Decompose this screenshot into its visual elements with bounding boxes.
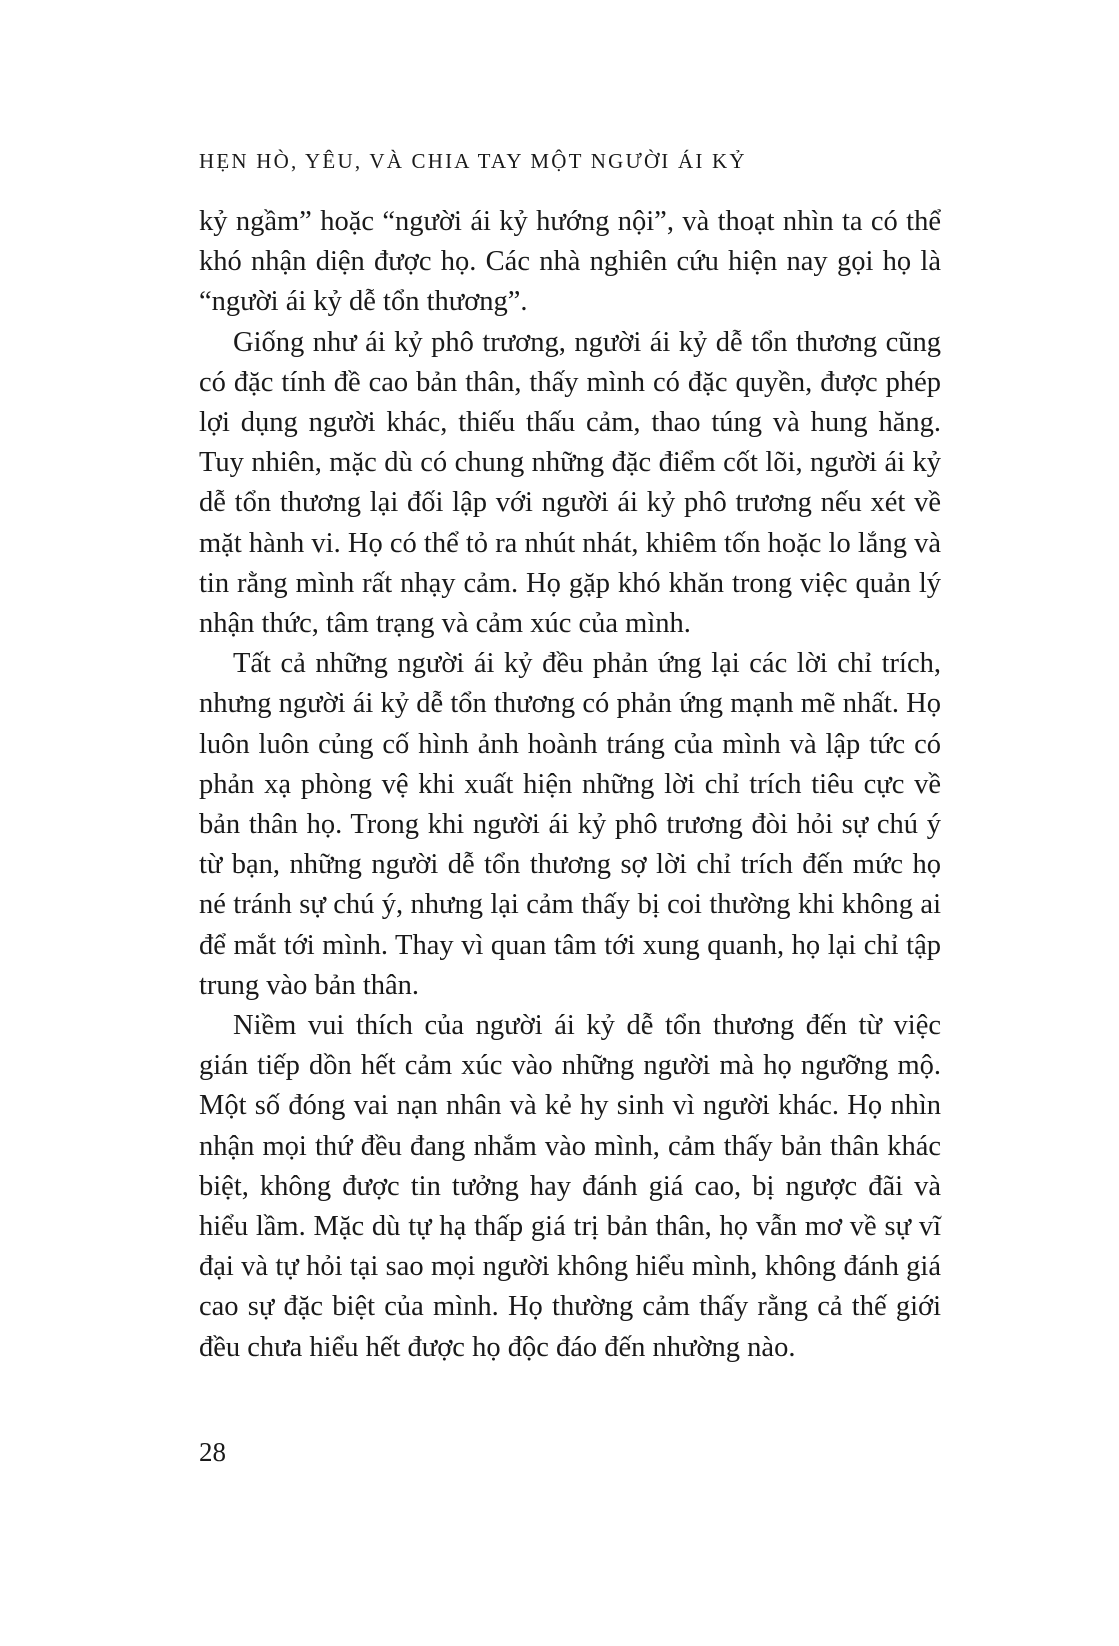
running-header-title: HẸN HÒ, YÊU, VÀ CHIA TAY MỘT NGƯỜI ÁI KỶ — [199, 149, 747, 173]
page-number: 28 — [199, 1437, 226, 1467]
body-text — [199, 202, 941, 1368]
paragraph: Giống như ái kỷ phô trương, người ái kỷ dễ tổn thương cũng có đặc tính đề cao bản thân, thấy mình có đặc quyền, được phép lợi dụng người khác, thiếu thấu cảm, thao túng và hung hăng. Tuy nhiên, mặc dù có chung những đặc điểm cốt lõi, người ái kỷ dễ tổn thương lại đối lập với người ái kỷ phô trương nếu xét về mặt hành vi. Họ có thể tỏ ra nhút nhát, khiêm tốn hoặc lo lắng và tin rằng mình rất nhạy cảm. Họ gặp khó khăn trong việc quản lý nhận thức, tâm trạng và cảm xúc của mình. — [199, 326, 941, 640]
paragraph: Niềm vui thích của người ái kỷ dễ tổn thương đến từ việc gián tiếp dồn hết cảm xúc vào những người mà họ ngưỡng mộ. Một số đóng vai nạn nhân và kẻ hy sinh vì người khác. Họ nhìn nhận mọi thứ đều đang nhắm vào mình, cảm thấy bản thân khác biệt, không được tin tưởng hay đánh giá cao, bị ngược đãi và hiểu lầm. Mặc dù tự hạ thấp giá trị bản thân, họ vẫn mơ về sự vĩ đại và tự hỏi tại sao mọi người không hiểu mình, không đánh giá cao sự đặc biệt của mình. Họ thường cảm thấy rằng cả thế giới đều chưa hiểu hết được họ độc đáo đến nhường nào. — [199, 1010, 941, 1363]
paragraph: Tất cả những người ái kỷ đều phản ứng lại các lời chỉ trích, nhưng người ái kỷ dễ tổn thương có phản ứng mạnh mẽ nhất. Họ luôn luôn củng cố hình ảnh hoành tráng của mình và lập tức có phản xạ phòng vệ khi xuất hiện những lời chỉ trích tiêu cực về bản thân họ. Trong khi người ái kỷ phô trương đòi hỏi sự chú ý từ bạn, những người dễ tổn thương sợ lời chỉ trích đến mức họ né tránh sự chú ý, nhưng lại cảm thấy bị coi thường khi không ai để mắt tới mình. Thay vì quan tâm tới xung quanh, họ lại chỉ tập trung vào bản thân. — [199, 648, 941, 1001]
paragraph-continued: kỷ ngầm” hoặc “người ái kỷ hướng nội”, và thoạt nhìn ta có thể khó nhận diện được họ. Các nhà nghiên cứu hiện nay gọi họ là “người ái kỷ dễ tổn thương”. — [199, 206, 941, 318]
